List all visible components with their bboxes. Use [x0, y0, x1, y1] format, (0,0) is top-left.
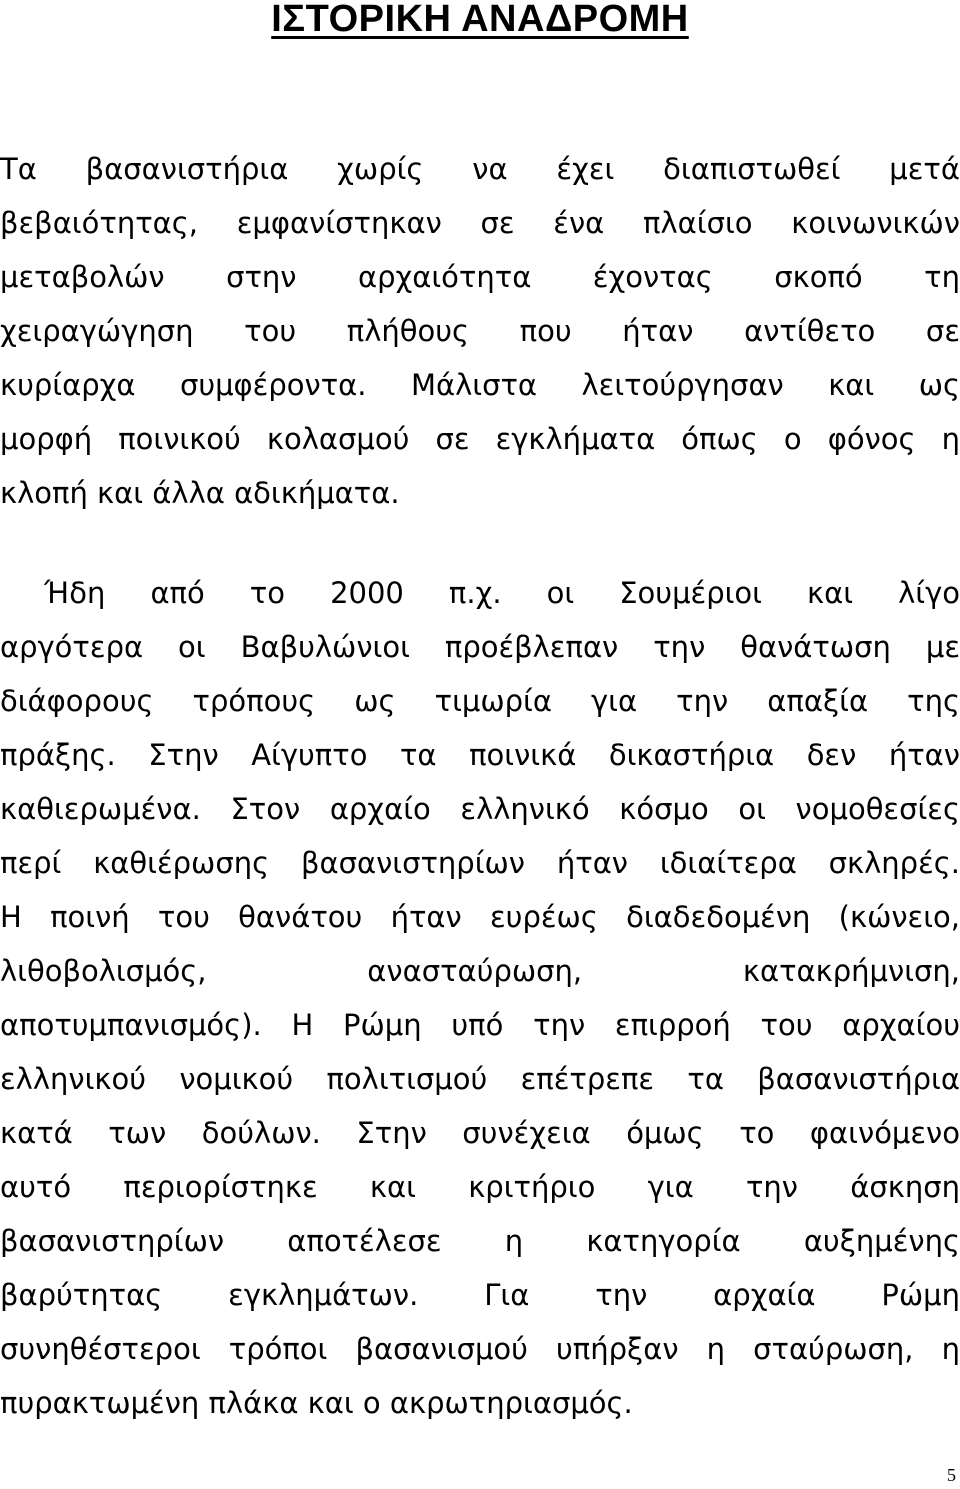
text-line: πυρακτωμένη πλάκα και ο ακρωτηριασμός. — [0, 1386, 633, 1420]
text-line: κλοπή και άλλα αδικήματα. — [0, 476, 400, 510]
page-title — [0, 0, 960, 44]
text-line: καθιερωμένα. Στον αρχαίο ελληνικό κόσμο οι νομοθεσίες — [0, 792, 960, 826]
page-number: 5 — [947, 1465, 956, 1485]
text-line: αργότερα οι Βαβυλώνιοι προέβλεπαν την θανάτωση με — [0, 630, 960, 664]
page-title-text: ΙΣΤΟΡΙΚΗ ΑΝΑΔΡΟΜΗ — [271, 0, 689, 40]
text-line: χειραγώγηση του πλήθους που ήταν αντίθετο σε — [0, 314, 960, 348]
text-line: συνηθέστεροι τρόποι βασανισμού υπήρξαν η σταύρωση, η — [0, 1332, 960, 1366]
text-line: αποτυμπανισμός). Η Ρώμη υπό την επιρροή του αρχαίου — [0, 1008, 960, 1042]
text-line: μεταβολών στην αρχαιότητα έχοντας σκοπό τη — [0, 260, 960, 294]
text-line: λιθοβολισμός, ανασταύρωση, κατακρήμνιση, — [0, 954, 960, 988]
text-line: Ήδη από το 2000 π.χ. οι Σουμέριοι και λίγο — [44, 576, 960, 610]
paragraph-intro — [0, 142, 960, 520]
text-line: αυτό περιορίστηκε και κριτήριο για την άσκηση — [0, 1170, 960, 1204]
text-line: Η ποινή του θανάτου ήταν ευρέως διαδεδομένη (κώνειο, — [0, 900, 960, 934]
text-line: διάφορους τρόπους ως τιμωρία για την απαξία της — [0, 684, 960, 718]
text-line: βασανιστηρίων αποτέλεσε η κατηγορία αυξημένης — [0, 1224, 960, 1258]
text-line: κατά των δούλων. Στην συνέχεια όμως το φαινόμενο — [0, 1116, 960, 1150]
paragraph-history — [0, 566, 960, 1430]
text-line: μορφή ποινικού κολασμού σε εγκλήματα όπως ο φόνος η — [0, 422, 960, 456]
text-line: κυρίαρχα συμφέροντα. Μάλιστα λειτούργησαν και ως — [0, 368, 960, 402]
text-line: περί καθιέρωσης βασανιστηρίων ήταν ιδιαίτερα σκληρές. — [0, 846, 960, 880]
text-line: βεβαιότητας, εμφανίστηκαν σε ένα πλαίσιο κοινωνικών — [0, 206, 960, 240]
text-line: βαρύτητας εγκλημάτων. Για την αρχαία Ρώμη — [0, 1278, 960, 1312]
text-line: ελληνικού νομικού πολιτισμού επέτρεπε τα βασανιστήρια — [0, 1062, 960, 1096]
text-line: Τα βασανιστήρια χωρίς να έχει διαπιστωθεί μετά — [0, 152, 960, 186]
text-line: πράξης. Στην Αίγυπτο τα ποινικά δικαστήρια δεν ήταν — [0, 738, 960, 772]
